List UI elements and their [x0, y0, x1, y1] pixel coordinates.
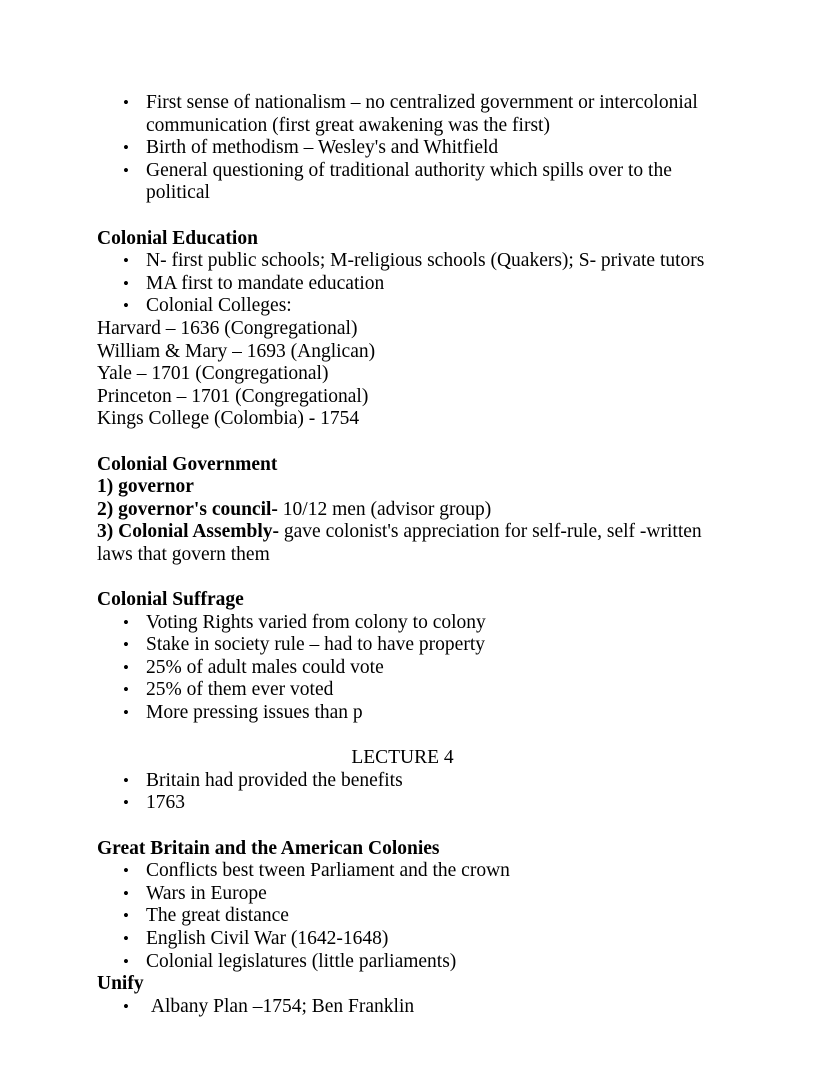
- government-item: [97, 521, 728, 566]
- intro-bullet-list: [97, 92, 728, 205]
- government-item-label: 3) Colonial Assembly-: [97, 521, 280, 543]
- list-item: • More pressing issues than p: [97, 702, 728, 725]
- list-item: • 1763: [97, 792, 728, 815]
- list-item: • Birth of methodism – Wesley's and Whitfield: [97, 137, 728, 160]
- list-item: • N- first public schools; M-religious schools (Quakers); S- private tutors: [97, 250, 728, 273]
- list-item: • Britain had provided the benefits: [97, 770, 728, 793]
- list-item: • Colonial Colleges:: [97, 295, 728, 318]
- section-heading-colonial-suffrage: Colonial Suffrage: [97, 589, 244, 611]
- list-item: • Voting Rights varied from colony to colony: [97, 612, 728, 635]
- great-britain-bullet-list: [97, 860, 728, 973]
- colonial-education-bullet-list: [97, 250, 728, 318]
- college-line: William & Mary – 1693 (Anglican): [97, 340, 376, 362]
- list-item: • Conflicts best tween Parliament and the crown: [97, 860, 728, 883]
- list-item: • The great distance: [97, 905, 728, 928]
- government-item-description: 10/12 men (advisor group): [277, 498, 492, 520]
- spacer: [97, 205, 728, 228]
- unify-bullet-list: [97, 996, 728, 1019]
- colonial-colleges-list: [97, 318, 728, 431]
- lecture-title: LECTURE 4: [351, 747, 454, 769]
- document-body: [97, 92, 728, 1018]
- college-line: Yale – 1701 (Congregational): [97, 363, 329, 385]
- list-item: • General questioning of traditional authority which spills over to the political: [97, 160, 728, 205]
- government-item: [97, 499, 728, 522]
- list-item: • First sense of nationalism – no centralized government or intercolonial communication (first great awakening was the first): [97, 92, 728, 137]
- college-line: Princeton – 1701 (Congregational): [97, 385, 369, 407]
- spacer: [97, 815, 728, 838]
- list-item: • Albany Plan –1754; Ben Franklin: [97, 996, 728, 1019]
- spacer: [97, 725, 728, 748]
- list-item: • Colonial legislatures (little parliaments): [97, 951, 728, 974]
- government-item-description: gave colonist's appreciation for self-rule, self -written laws that govern them: [97, 521, 702, 565]
- section-heading-great-britain: Great Britain and the American Colonies: [97, 837, 440, 859]
- section-heading-unify: Unify: [97, 973, 144, 995]
- government-item: [97, 476, 728, 499]
- colonial-suffrage-bullet-list: [97, 612, 728, 725]
- list-item: • Stake in society rule – had to have property: [97, 634, 728, 657]
- section-heading-colonial-education: Colonial Education: [97, 227, 258, 249]
- list-item: • Wars in Europe: [97, 883, 728, 906]
- lecture-4-bullet-list: [97, 770, 728, 815]
- government-item-label: 2) governor's council-: [97, 498, 278, 520]
- government-item-label: 1) governor: [97, 476, 194, 498]
- list-item: • 25% of them ever voted: [97, 679, 728, 702]
- spacer: [97, 566, 728, 589]
- list-item: • 25% of adult males could vote: [97, 657, 728, 680]
- list-item: • MA first to mandate education: [97, 273, 728, 296]
- list-item: • English Civil War (1642-1648): [97, 928, 728, 951]
- college-line: Harvard – 1636 (Congregational): [97, 317, 358, 339]
- college-line: Kings College (Colombia) - 1754: [97, 408, 360, 430]
- section-heading-colonial-government: Colonial Government: [97, 453, 278, 475]
- spacer: [97, 431, 728, 454]
